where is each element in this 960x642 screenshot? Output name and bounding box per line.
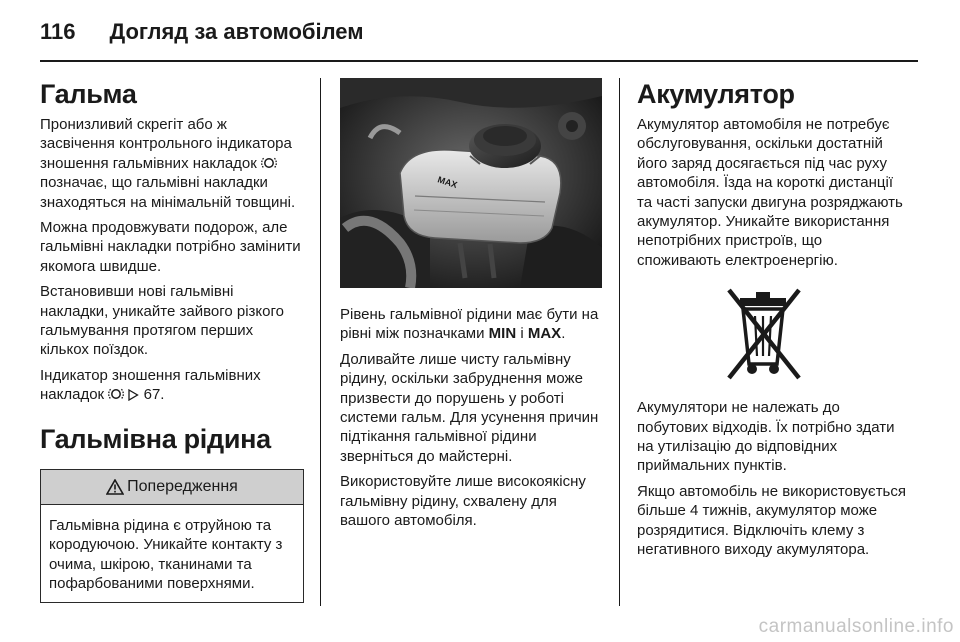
brakes-p4-text: Індикатор зношення гальмівних накладок: [40, 366, 261, 404]
column-middle: [340, 78, 602, 536]
column-divider-2: [619, 78, 620, 606]
battery-heading: Акумулятор: [637, 79, 795, 109]
column-divider-1: [320, 78, 321, 606]
fluid-level-conjunction: і: [520, 325, 524, 343]
brake-wear-icon: [108, 387, 124, 401]
min-mark: MIN: [488, 325, 517, 343]
header-divider: [40, 60, 918, 62]
page-title: Догляд за автомобілем: [109, 19, 364, 44]
warning-triangle-icon: [106, 479, 124, 495]
max-mark: MAX: [527, 325, 562, 343]
watermark: carmanualsonline.info: [758, 616, 954, 637]
brakes-paragraph-2: Можна продовжувати подорож, але гальмівні накладки потрібно замінити якомога швидше.: [40, 219, 301, 275]
warning-title: Попередження: [127, 477, 238, 495]
brake-wear-icon: [261, 156, 277, 170]
battery-paragraph-3: Якщо автомобіль не використовується більше 4 тижнів, акумулятор може розрядитися. Відключіть клему з негативного виходу акумулятора.: [637, 482, 906, 559]
brake-fluid-reservoir-photo: [340, 78, 602, 288]
brakes-paragraph-1: [40, 115, 304, 212]
page-reference-icon: [128, 389, 139, 401]
column-right: [637, 78, 907, 566]
warning-box: [40, 469, 304, 604]
brake-fluid-heading: Гальмівна рідина: [40, 423, 271, 454]
warning-header: [41, 470, 303, 505]
page-number: 116: [40, 19, 76, 44]
fluid-level-paragraph: [340, 305, 602, 344]
warning-body: [41, 505, 303, 603]
fluid-level-text: Рівень гальмівної рідини має бути на рівні між позначками: [340, 306, 599, 343]
brakes-heading: Гальма: [40, 79, 137, 109]
page-reference-link[interactable]: 67.: [143, 386, 165, 404]
fluid-paragraph-3: Використовуйте лише високоякісну гальмівну рідину, схвалену для вашого автомобіля.: [340, 473, 586, 530]
brakes-paragraph-3: Встановивши нові гальмівні накладки, уникайте зайвого різкого гальмування протягом перших кількох поїздок.: [40, 283, 284, 359]
brakes-p1-text: Пронизливий скрегіт або ж засвічення контрольного індикатора зношення гальмівних накладок: [40, 116, 292, 172]
reservoir-max-label: MAX: [436, 174, 459, 191]
crossed-out-wheelie-bin-icon: [709, 284, 819, 384]
battery-paragraph-2: Акумулятори не належать до побутових відходів. Їх потрібно здати на утилізацію до відповідних приймальних пунктів.: [637, 399, 895, 475]
brakes-p1-rest: позначає, що гальмівні накладки знаходяться на мінімальній товщині.: [40, 174, 296, 211]
column-left: [40, 78, 304, 603]
page-header: [40, 12, 364, 52]
warning-text: Гальмівна рідина є отруйною та кородуючою. Уникайте контакту з очима, шкірою, тканинами та пофарбованими поверхнями.: [49, 516, 283, 592]
battery-paragraph-1: Акумулятор автомобіля не потребує обслуговування, оскільки достатній його заряд досягається під час руху автомобіля. Їзда на короткі дистанції та часті запуски двигуна розряджають акумулятор. Уникайте використання непотрібних пристроїв, що споживають електроенергію.: [637, 116, 903, 269]
fluid-level-end: .: [561, 325, 566, 343]
fluid-paragraph-2: Доливайте лише чисту гальмівну рідину, оскільки забруднення може призвести до порушень у роботі системи гальм. Для усунення причин підтікання гальмівної рідини зверніться до майстерні.: [340, 350, 599, 465]
brakes-paragraph-4: [40, 366, 304, 405]
